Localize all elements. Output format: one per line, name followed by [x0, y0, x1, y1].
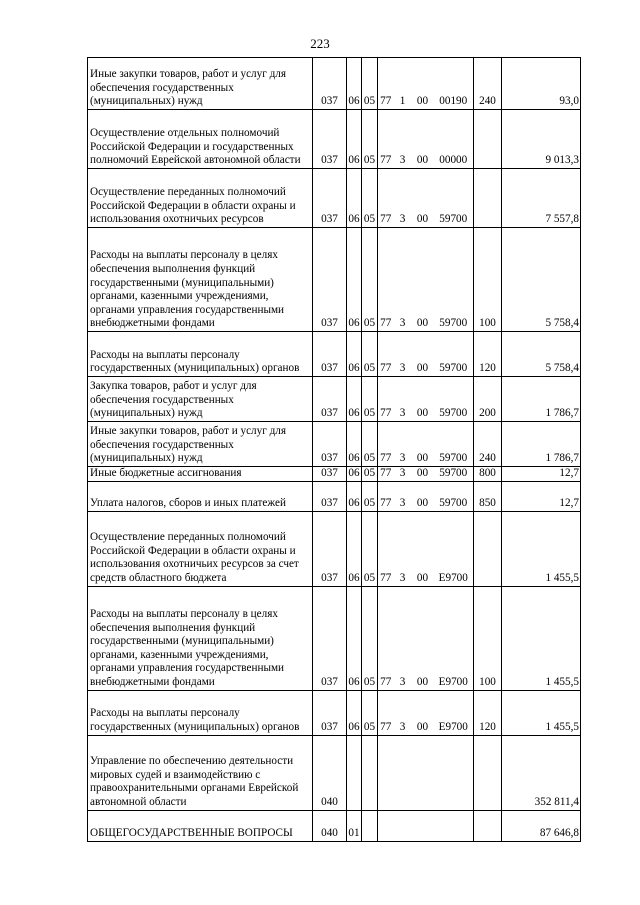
- expense-name: Осуществление переданных полномочий Российской Федерации в области охраны и использования охотничьих ресурсов: [88, 169, 313, 228]
- code-expense-type: [474, 810, 502, 841]
- code-target-direction: 00: [412, 110, 434, 169]
- expense-name: Уплата налогов, сборов и иных платежей: [88, 481, 313, 511]
- code-target-direction: 00: [412, 228, 434, 332]
- amount-cell: 1 455,5: [502, 511, 581, 586]
- expense-name: Расходы на выплаты персоналу в целях обеспечения выполнения функций государственными (муниципальными) органами, казенными учреждениями, органами управления государственными внебюджетными фондами: [88, 228, 313, 332]
- code-target-program: 77: [378, 110, 394, 169]
- code-grbs: 037: [313, 422, 347, 467]
- amount-cell: 1 786,7: [502, 377, 581, 422]
- expense-name: Иные бюджетные ассигнования: [88, 467, 313, 482]
- expense-name: Осуществление переданных полномочий Российской Федерации в области охраны и использования охотничьих ресурсов за счет средств областного бюджета: [88, 511, 313, 586]
- code-section: 06: [347, 228, 362, 332]
- code-target-program: [378, 735, 394, 810]
- code-target-item: 59700: [434, 228, 474, 332]
- code-subsection: [362, 810, 378, 841]
- code-expense-type: 240: [474, 422, 502, 467]
- code-subsection: 05: [362, 228, 378, 332]
- amount-cell: 1 786,7: [502, 422, 581, 467]
- code-section: 06: [347, 586, 362, 690]
- code-target-direction: 00: [412, 58, 434, 110]
- expense-name: Управление по обеспечению деятельности мировых судей и взаимодействию с правоохранительными органами Еврейской автономной области: [88, 735, 313, 810]
- amount-cell: 12,7: [502, 467, 581, 482]
- amount-cell: 93,0: [502, 58, 581, 110]
- expense-name: ОБЩЕГОСУДАРСТВЕННЫЕ ВОПРОСЫ: [88, 810, 313, 841]
- code-target-direction: [412, 735, 434, 810]
- code-target-subprogram: 3: [394, 690, 412, 735]
- code-target-subprogram: 3: [394, 228, 412, 332]
- code-expense-type: 120: [474, 690, 502, 735]
- code-target-program: 77: [378, 169, 394, 228]
- code-target-item: 59700: [434, 467, 474, 482]
- amount-cell: 12,7: [502, 481, 581, 511]
- code-section: 06: [347, 467, 362, 482]
- table-row: [88, 481, 581, 511]
- code-section: 06: [347, 422, 362, 467]
- code-target-direction: 00: [412, 511, 434, 586]
- code-subsection: 05: [362, 58, 378, 110]
- code-grbs: 037: [313, 467, 347, 482]
- code-target-item: Е9700: [434, 511, 474, 586]
- code-target-subprogram: 3: [394, 481, 412, 511]
- code-target-direction: 00: [412, 690, 434, 735]
- code-grbs: 037: [313, 110, 347, 169]
- code-target-program: 77: [378, 511, 394, 586]
- table-row: [88, 735, 581, 810]
- amount-cell: 1 455,5: [502, 690, 581, 735]
- code-grbs: 040: [313, 735, 347, 810]
- code-target-program: 77: [378, 228, 394, 332]
- code-subsection: 05: [362, 690, 378, 735]
- code-target-program: 77: [378, 690, 394, 735]
- code-subsection: 05: [362, 169, 378, 228]
- code-grbs: 037: [313, 228, 347, 332]
- table-row: [88, 228, 581, 332]
- table-row: [88, 58, 581, 110]
- code-expense-type: [474, 169, 502, 228]
- code-target-item: Е9700: [434, 690, 474, 735]
- code-target-item: 00000: [434, 110, 474, 169]
- code-target-program: 77: [378, 481, 394, 511]
- code-target-subprogram: 3: [394, 511, 412, 586]
- code-subsection: 05: [362, 511, 378, 586]
- code-section: 06: [347, 110, 362, 169]
- table-row: [88, 586, 581, 690]
- code-target-subprogram: 1: [394, 58, 412, 110]
- amount-cell: 87 646,8: [502, 810, 581, 841]
- code-target-item: Е9700: [434, 586, 474, 690]
- code-expense-type: 800: [474, 467, 502, 482]
- amount-cell: 5 758,4: [502, 228, 581, 332]
- code-subsection: 05: [362, 377, 378, 422]
- code-section: 06: [347, 511, 362, 586]
- expense-name: Расходы на выплаты персоналу государственных (муниципальных) органов: [88, 332, 313, 377]
- code-target-item: 59700: [434, 377, 474, 422]
- code-expense-type: [474, 110, 502, 169]
- code-target-program: 77: [378, 377, 394, 422]
- code-target-item: 59700: [434, 332, 474, 377]
- amount-cell: 5 758,4: [502, 332, 581, 377]
- code-target-direction: 00: [412, 481, 434, 511]
- code-grbs: 037: [313, 169, 347, 228]
- code-target-subprogram: 3: [394, 586, 412, 690]
- code-target-direction: 00: [412, 332, 434, 377]
- code-expense-type: [474, 511, 502, 586]
- code-subsection: 05: [362, 110, 378, 169]
- code-grbs: 037: [313, 481, 347, 511]
- code-target-item: 59700: [434, 481, 474, 511]
- code-expense-type: [474, 735, 502, 810]
- code-section: 06: [347, 58, 362, 110]
- table-row: [88, 110, 581, 169]
- code-target-subprogram: 3: [394, 377, 412, 422]
- expense-name: Расходы на выплаты персоналу в целях обеспечения выполнения функций государственными (муниципальными) органами, казенными учреждениями, органами управления государственными внебюджетными фондами: [88, 586, 313, 690]
- code-grbs: 037: [313, 511, 347, 586]
- code-target-direction: 00: [412, 586, 434, 690]
- code-section: [347, 735, 362, 810]
- code-expense-type: 850: [474, 481, 502, 511]
- code-section: 06: [347, 332, 362, 377]
- code-expense-type: 100: [474, 586, 502, 690]
- table-row: [88, 467, 581, 482]
- table-row: [88, 332, 581, 377]
- code-subsection: 05: [362, 586, 378, 690]
- table-row: [88, 169, 581, 228]
- code-grbs: 037: [313, 377, 347, 422]
- code-expense-type: 200: [474, 377, 502, 422]
- expense-name: Расходы на выплаты персоналу государственных (муниципальных) органов: [88, 690, 313, 735]
- code-target-subprogram: 3: [394, 422, 412, 467]
- code-section: 06: [347, 169, 362, 228]
- code-expense-type: 120: [474, 332, 502, 377]
- code-target-program: [378, 810, 394, 841]
- code-section: 06: [347, 690, 362, 735]
- code-target-item: 59700: [434, 169, 474, 228]
- code-target-subprogram: [394, 735, 412, 810]
- code-target-subprogram: 3: [394, 332, 412, 377]
- code-grbs: 037: [313, 690, 347, 735]
- code-target-program: 77: [378, 332, 394, 377]
- code-expense-type: 100: [474, 228, 502, 332]
- code-target-item: 59700: [434, 422, 474, 467]
- code-target-program: 77: [378, 422, 394, 467]
- code-subsection: 05: [362, 481, 378, 511]
- code-grbs: 037: [313, 332, 347, 377]
- code-grbs: 040: [313, 810, 347, 841]
- code-section: 06: [347, 481, 362, 511]
- code-target-direction: 00: [412, 169, 434, 228]
- page-number: 223: [310, 36, 330, 51]
- code-expense-type: 240: [474, 58, 502, 110]
- expense-name: Иные закупки товаров, работ и услуг для обеспечения государственных (муниципальных) нужд: [88, 422, 313, 467]
- code-target-subprogram: 3: [394, 467, 412, 482]
- code-target-direction: 00: [412, 467, 434, 482]
- table-row: [88, 810, 581, 841]
- code-target-program: 77: [378, 467, 394, 482]
- amount-cell: 7 557,8: [502, 169, 581, 228]
- code-target-direction: 00: [412, 422, 434, 467]
- budget-table: [87, 57, 581, 842]
- code-target-direction: [412, 810, 434, 841]
- code-grbs: 037: [313, 586, 347, 690]
- code-target-program: 77: [378, 586, 394, 690]
- expense-name: Закупка товаров, работ и услуг для обеспечения государственных (муниципальных) нужд: [88, 377, 313, 422]
- expense-name: Осуществление отдельных полномочий Российской Федерации и государственных полномочий Еврейской автономной области: [88, 110, 313, 169]
- code-grbs: 037: [313, 58, 347, 110]
- code-subsection: 05: [362, 422, 378, 467]
- table-row: [88, 511, 581, 586]
- code-subsection: 05: [362, 467, 378, 482]
- code-target-program: 77: [378, 58, 394, 110]
- amount-cell: 1 455,5: [502, 586, 581, 690]
- table-row: [88, 422, 581, 467]
- table-row: [88, 690, 581, 735]
- table-row: [88, 377, 581, 422]
- code-target-item: [434, 810, 474, 841]
- code-target-item: 00190: [434, 58, 474, 110]
- code-subsection: [362, 735, 378, 810]
- code-section: 06: [347, 377, 362, 422]
- amount-cell: 9 013,3: [502, 110, 581, 169]
- code-target-subprogram: 3: [394, 110, 412, 169]
- code-section: 01: [347, 810, 362, 841]
- code-target-direction: 00: [412, 377, 434, 422]
- code-target-subprogram: 3: [394, 169, 412, 228]
- code-target-item: [434, 735, 474, 810]
- expense-name: Иные закупки товаров, работ и услуг для обеспечения государственных (муниципальных) нужд: [88, 58, 313, 110]
- code-target-subprogram: [394, 810, 412, 841]
- amount-cell: 352 811,4: [502, 735, 581, 810]
- code-subsection: 05: [362, 332, 378, 377]
